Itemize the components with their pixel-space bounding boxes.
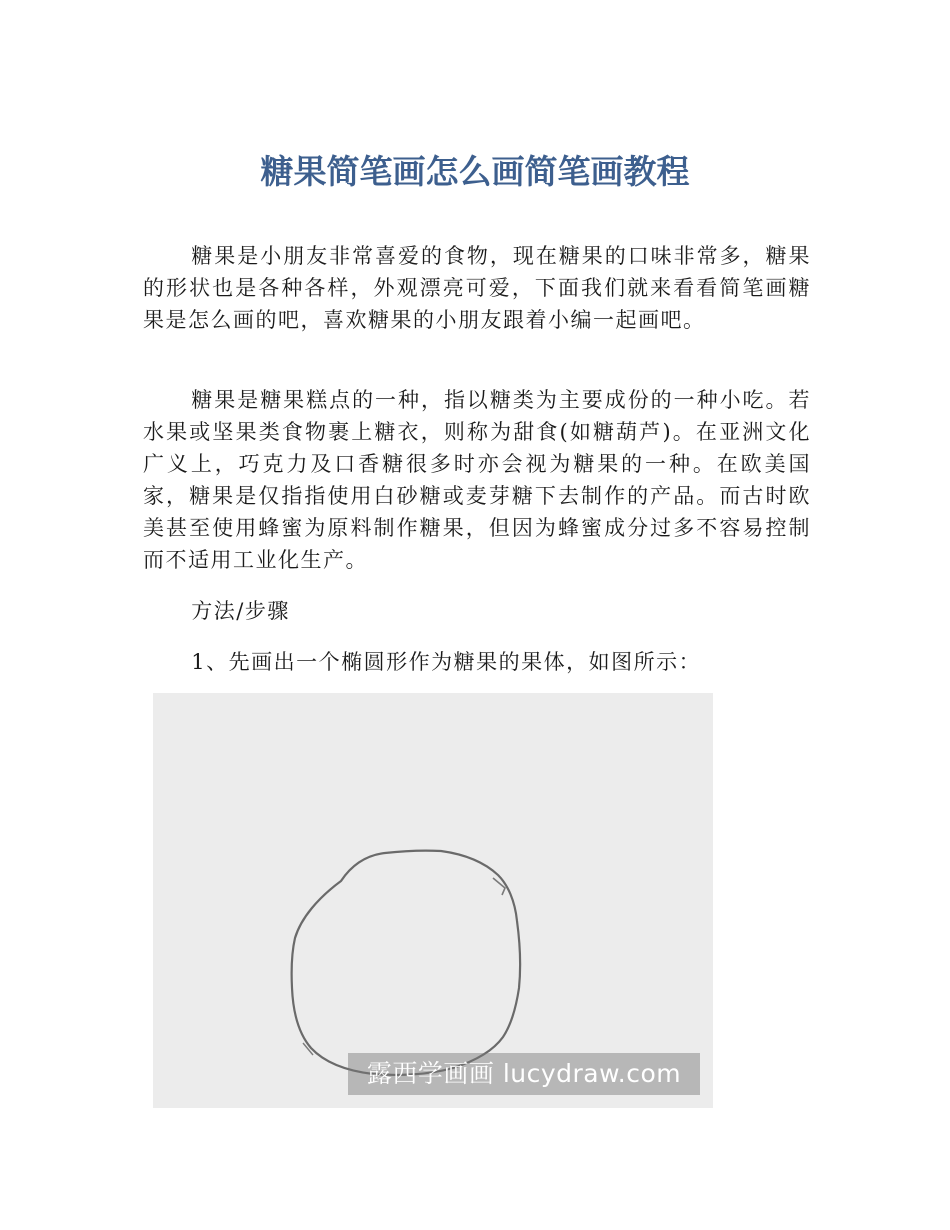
candy-body-sketch [153, 693, 713, 1108]
method-heading: 方法/步骤 [191, 599, 290, 623]
step-1-text: 1、先画出一个椭圆形作为糖果的果体，如图所示： [191, 650, 702, 674]
definition-paragraph: 糖果是糖果糕点的一种，指以糖类为主要成份的一种小吃。若水果或坚果类食物裹上糖衣，则称为甜食(如糖葫芦)。在亚洲文化广义上，巧克力及口香糖很多时亦会视为糖果的一种。在欧美国家，糖果是仅指指使用白砂糖或麦芽糖下去制作的产品。而古时欧美甚至使用蜂蜜为原料制作糖果，但因为蜂蜜成分过多不容易控制而不适用工业化生产。 [143, 388, 811, 572]
step-1-illustration [153, 693, 713, 1108]
watermark: 露西学画画 lucydraw.com [348, 1053, 700, 1095]
intro-paragraph: 糖果是小朋友非常喜爱的食物，现在糖果的口味非常多，糖果的形状也是各种各样，外观漂亮可爱，下面我们就来看看简笔画糖果是怎么画的吧，喜欢糖果的小朋友跟着小编一起画吧。 [143, 244, 811, 332]
page-title: 糖果简笔画怎么画简笔画教程 [260, 152, 690, 191]
